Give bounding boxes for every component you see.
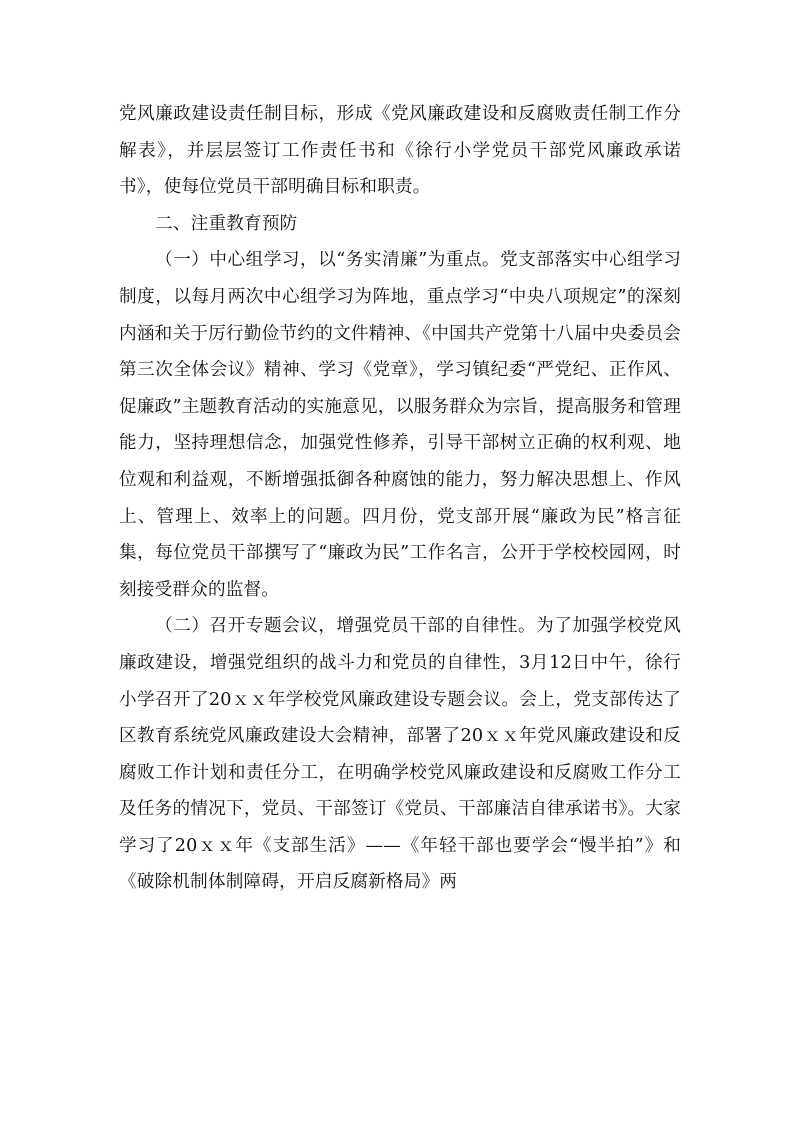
section-heading: 二、注重教育预防	[155, 213, 298, 234]
paragraph-central-group-study: （一）中心组学习，以“务实清廉”为重点。党支部落实中心组学习制度，以每月两次中心组学习为阵地，重点学习“中央八项规定”的深刻内涵和关于厉行勤俭节约的文件精神、《中国共产党第十八届中央委员会第三次全体会议》精神、学习《党章》，学习镇纪委“严党纪、正作风、促廉政”主题教育活动的实施意见，以服务群众为宗旨，提高服务和管理能力，坚持理想信念，加强党性修养，引导干部树立正确的权利观、地位观和利益观，不断增强抵御各种腐蚀的能力，努力解决思想上、作风上、管理上、效率上的问题。四月份，党支部开展“廉政为民”格言征集，每位党员干部撰写了“廉政为民”工作名言，公开于学校校园网，时刻接受群众的监督。	[119, 250, 681, 600]
document-body	[119, 96, 681, 901]
paragraph-special-meeting: （二）召开专题会议，增强党员干部的自律性。为了加强学校党风廉政建设，增强党组织的战斗力和党员的自律性，3月12日中午，徐行小学召开了20ｘｘ年学校党风廉政建设专题会议。会上，党支部传达了区教育系统党风廉政建设大会精神，部署了20ｘｘ年党风廉政建设和反腐败工作计划和责任分工，在明确学校党风廉政建设和反腐败工作分工及任务的情况下，党员、干部签订《党员、干部廉洁自律承诺书》。大家学习了20ｘｘ年《支部生活》——《年轻干部也要学会“慢半拍”》和《破除机制体制障碍，开启反腐新格局》两	[119, 616, 681, 893]
paragraph-continued: 党风廉政建设责任制目标，形成《党风廉政建设和反腐败责任制工作分解表》，并层层签订工作责任书和《徐行小学党员干部党风廉政承诺书》，使每位党员干部明确目标和职责。	[119, 104, 681, 198]
